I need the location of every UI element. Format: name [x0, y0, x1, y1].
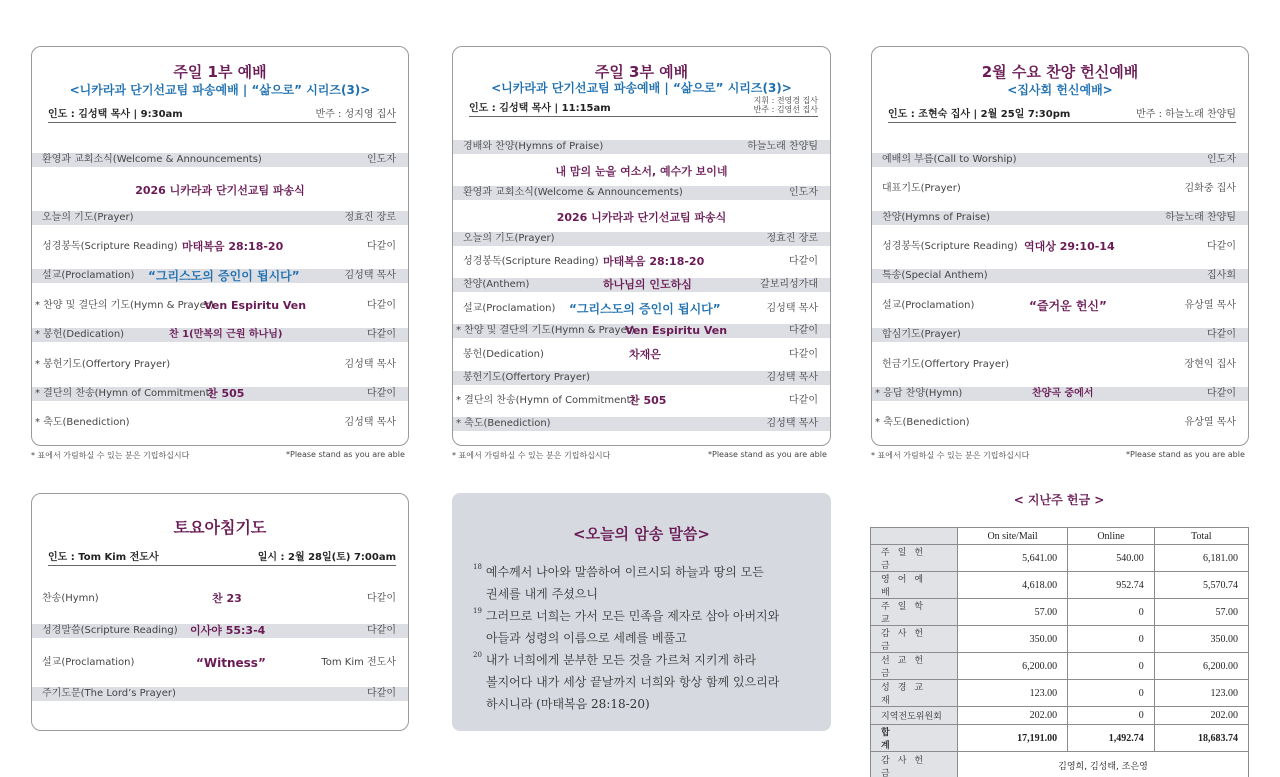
offering-table — [870, 527, 1249, 777]
row-name: 봉헌기도(Offertory Prayer) — [463, 372, 590, 383]
row-name: 환영과 교회소식(Welcome & Announcements) — [42, 154, 262, 165]
row-name: 주기도문(The Lord’s Prayer) — [42, 688, 176, 699]
row-person: 다같이 — [1207, 241, 1236, 252]
order-row — [32, 624, 408, 638]
memory-verse-title: <오늘의 암송 말씀> — [572, 525, 710, 543]
order-row — [32, 211, 408, 225]
verse-text: 내가 너희에게 분부한 모든 것을 가르쳐 지키게 하라 — [485, 653, 757, 667]
row-person: 다같이 — [367, 300, 396, 311]
verse-number: 20 — [473, 651, 482, 659]
cell-online: 540.00 — [1068, 545, 1155, 572]
row-name: 특송(Special Anthem) — [882, 270, 988, 281]
row-detail: 역대상 29:10-14 — [1024, 240, 1115, 253]
row-name: * 결단의 찬송(Hymn of Commitment) — [456, 395, 635, 406]
row-detail: 차재은 — [629, 348, 661, 361]
row-name: 설교(Proclamation) — [463, 303, 556, 314]
row-person: 다같이 — [1207, 388, 1236, 399]
card-title: 주일 1부 예배 — [173, 63, 267, 81]
row-name: * 결단의 찬송(Hymn of Commitment) — [35, 388, 214, 399]
order-row — [872, 387, 1248, 401]
row-name: 설교(Proclamation) — [42, 657, 135, 668]
row-name: 봉헌(Dedication) — [463, 349, 544, 360]
order-row — [32, 387, 408, 401]
order-row — [872, 269, 1248, 283]
row-person: 다같이 — [367, 388, 396, 399]
row-person: 다같이 — [367, 625, 396, 636]
verse-text: 권세를 내게 주셨으니 — [486, 587, 598, 601]
total-onsite: 17,191.00 — [958, 725, 1068, 752]
thanks-names-row — [871, 752, 1249, 777]
card-wednesday-service — [871, 46, 1249, 446]
order-row — [872, 153, 1248, 167]
row-detail: 마태복음 28:18-20 — [182, 240, 284, 253]
accompanist-info: 반주 : 김영선 집사 — [753, 105, 818, 114]
row-name: 성경말씀(Scripture Reading) — [42, 625, 178, 636]
row-person: 다같이 — [367, 688, 396, 699]
order-row — [32, 656, 408, 670]
row-person: Tom Kim 전도사 — [321, 657, 396, 668]
table-row — [871, 626, 1249, 653]
row-detail: 하나님의 인도하심 — [603, 278, 692, 291]
row-person: 김성택 목사 — [766, 418, 818, 429]
order-row — [872, 211, 1248, 225]
row-detail: Ven Espiritu Ven — [204, 299, 307, 312]
row-name: 대표기도(Prayer) — [882, 183, 961, 194]
cell-online: 952.74 — [1068, 572, 1155, 599]
row-name: 성경봉독(Scripture Reading) — [463, 256, 599, 267]
cell-onsite: 202.00 — [958, 707, 1068, 725]
row-name: 헌금기도(Offertory Prayer) — [882, 359, 1009, 370]
order-row — [32, 240, 408, 254]
card-sunday-service-1 — [31, 46, 409, 446]
row-name: 성경봉독(Scripture Reading) — [882, 241, 1018, 252]
center-line: 2026 니카라과 단기선교팀 파송식 — [135, 184, 305, 197]
row-person: 인도자 — [367, 154, 396, 165]
order-row — [872, 182, 1248, 196]
row-person: 정효진 장로 — [344, 212, 396, 223]
cell-onsite: 57.00 — [958, 599, 1068, 626]
table-row — [871, 599, 1249, 626]
row-person: 인도자 — [789, 187, 818, 198]
row-person: 다같이 — [789, 395, 818, 406]
row-person: 김성택 목사 — [344, 417, 396, 428]
order-row — [453, 186, 830, 200]
order-row — [453, 394, 830, 408]
table-row — [871, 545, 1249, 572]
order-row — [872, 299, 1248, 313]
row-name: 예배의 부름(Call to Worship) — [882, 154, 1017, 165]
verse-text: 예수께서 나아와 말씀하여 이르시되 하늘과 땅의 모든 — [485, 565, 764, 579]
memory-verse-panel — [452, 493, 831, 731]
order-row — [32, 358, 408, 372]
row-person: 갈보리성가대 — [760, 279, 818, 290]
row-detail: 찬 505 — [207, 387, 245, 400]
row-person: 다같이 — [367, 329, 396, 340]
row-label: 지역전도위원회 — [871, 707, 958, 725]
cell-onsite: 5,641.00 — [958, 545, 1068, 572]
leader-info: 인도 : 조현숙 집사 | 2월 25일 7:30pm — [888, 109, 1071, 120]
total-row — [871, 725, 1249, 752]
row-detail: 이사야 55:3-4 — [190, 624, 266, 637]
date-info: 일시 : 2월 28일(토) 7:00am — [257, 552, 396, 563]
header-online: Online — [1068, 528, 1155, 545]
row-label: 감사헌금 — [871, 626, 958, 653]
order-row — [453, 417, 830, 431]
order-row — [453, 278, 830, 292]
verse-line — [486, 673, 779, 690]
total-total: 18,683.74 — [1154, 725, 1248, 752]
cell-total: 6,200.00 — [1154, 653, 1248, 680]
row-person: 다같이 — [789, 256, 818, 267]
row-person: 다같이 — [367, 241, 396, 252]
verse-text: 그러므로 너희는 가서 모든 민족을 제자로 삼아 아버지와 — [485, 609, 780, 623]
row-detail: “그리스도의 증인이 됩시다” — [148, 269, 300, 283]
leader-info: 인도 : Tom Kim 전도사 — [48, 552, 159, 563]
row-name: 설교(Proclamation) — [882, 300, 975, 311]
cell-total: 123.00 — [1154, 680, 1248, 707]
order-row — [32, 592, 408, 606]
total-label: 합계 — [871, 725, 958, 752]
row-person: 김화중 집사 — [1184, 183, 1236, 194]
table-row — [871, 653, 1249, 680]
row-name: 경배와 찬양(Hymns of Praise) — [463, 141, 604, 152]
thanks-label: 감사헌금 — [871, 752, 958, 777]
total-online: 1,492.74 — [1068, 725, 1155, 752]
order-row — [872, 328, 1248, 342]
row-name: 찬양(Anthem) — [463, 279, 530, 290]
order-row — [453, 371, 830, 385]
card-saturday-prayer — [31, 493, 409, 731]
row-name: 찬송(Hymn) — [42, 593, 99, 604]
order-row — [32, 299, 408, 313]
leader-info: 인도 : 김성택 목사 | 9:30am — [48, 109, 183, 120]
row-detail: 찬 1(만복의 근원 하나님) — [169, 329, 283, 340]
row-label: 주일학교 — [871, 599, 958, 626]
table-row — [871, 680, 1249, 707]
order-row — [872, 416, 1248, 430]
stand-note-korean: * 표에서 가림하실 수 있는 분은 기립하십시다 — [31, 451, 190, 460]
row-name: 합심기도(Prayer) — [882, 329, 961, 340]
cell-total: 5,570.74 — [1154, 572, 1248, 599]
accompanist-info: 반주 : 하늘노래 찬양팀 — [1136, 109, 1236, 120]
row-person: 다같이 — [789, 349, 818, 360]
row-name: * 축도(Benediction) — [35, 417, 130, 428]
verse-line — [473, 607, 779, 624]
row-person: 하늘노래 찬양팀 — [747, 141, 818, 152]
stand-note-english: *Please stand as you are able — [1126, 450, 1245, 459]
row-person: 김성택 목사 — [766, 372, 818, 383]
service-info — [469, 97, 818, 117]
cell-total: 6,181.00 — [1154, 545, 1248, 572]
cell-onsite: 123.00 — [958, 680, 1068, 707]
row-person: 하늘노래 찬양팀 — [1165, 212, 1236, 223]
row-name: * 찬양 및 결단의 기도(Hymn & Prayer) — [35, 300, 214, 311]
card-title: 토요아침기도 — [173, 518, 267, 537]
row-person: 유상열 목사 — [1184, 417, 1236, 428]
row-person: 집사회 — [1207, 270, 1236, 281]
service-info — [48, 550, 396, 566]
row-person: 김성택 목사 — [344, 270, 396, 281]
verse-number: 19 — [473, 607, 482, 615]
card-subtitle: <집사회 헌신예배> — [1007, 83, 1113, 97]
order-row — [32, 328, 408, 342]
order-row — [32, 153, 408, 167]
service-info — [48, 107, 396, 123]
conductor-info: 지휘 : 전영경 집사 — [753, 96, 818, 105]
verse-line — [473, 563, 764, 580]
row-person: 인도자 — [1207, 154, 1236, 165]
row-person: 유상열 목사 — [1184, 300, 1236, 311]
order-row — [453, 255, 830, 269]
order-row — [453, 232, 830, 246]
cell-online: 0 — [1068, 653, 1155, 680]
row-name: 성경봉독(Scripture Reading) — [42, 241, 178, 252]
row-person: 장현익 집사 — [1184, 359, 1236, 370]
row-detail: 마태복음 28:18-20 — [603, 255, 705, 268]
header-total: Total — [1154, 528, 1248, 545]
row-person: 다같이 — [367, 593, 396, 604]
verse-line — [486, 695, 650, 712]
row-name: 설교(Proclamation) — [42, 270, 135, 281]
row-detail: 찬 23 — [212, 592, 242, 605]
row-name: * 축도(Benediction) — [875, 417, 970, 428]
card-sunday-service-3 — [452, 46, 831, 446]
order-row — [453, 324, 830, 338]
cell-online: 0 — [1068, 599, 1155, 626]
cell-online: 0 — [1068, 707, 1155, 725]
row-person: 김성택 목사 — [344, 359, 396, 370]
row-detail: “그리스도의 증인이 됩시다” — [569, 302, 721, 316]
row-name: * 봉헌기도(Offertory Prayer) — [35, 359, 171, 370]
verse-text: 하시니라 (마태복음 28:18-20) — [486, 697, 650, 711]
order-row — [32, 687, 408, 701]
row-person: 김성택 목사 — [766, 303, 818, 314]
row-label: 성경교재 — [871, 680, 958, 707]
cell-total: 57.00 — [1154, 599, 1248, 626]
row-name: * 찬양 및 결단의 기도(Hymn & Prayer) — [456, 325, 635, 336]
header-onsite: On site/Mail — [958, 528, 1068, 545]
order-row — [872, 240, 1248, 254]
row-name: 찬양(Hymns of Praise) — [882, 212, 991, 223]
cell-total: 202.00 — [1154, 707, 1248, 725]
header-empty — [871, 528, 958, 545]
stand-note-korean: * 표에서 가림하실 수 있는 분은 기립하십시다 — [452, 451, 611, 460]
music-info — [754, 96, 818, 114]
row-detail: “Witness” — [196, 656, 266, 670]
row-detail: “즐거운 헌신” — [1029, 299, 1107, 313]
order-row — [32, 269, 408, 283]
stand-note-english: *Please stand as you are able — [286, 450, 405, 459]
cell-onsite: 6,200.00 — [958, 653, 1068, 680]
card-subtitle: <니카라과 단기선교팀 파송예배 | “삶으로” 시리즈(3)> — [69, 83, 371, 97]
row-label: 영어예배 — [871, 572, 958, 599]
row-name: 환영과 교회소식(Welcome & Announcements) — [463, 187, 683, 198]
verse-line — [486, 585, 598, 602]
order-row — [32, 416, 408, 430]
row-detail: Ven Espiritu Ven — [625, 324, 728, 337]
order-row — [453, 348, 830, 362]
stand-note-english: *Please stand as you are able — [708, 450, 827, 459]
cell-online: 0 — [1068, 626, 1155, 653]
leader-info: 인도 : 김성택 목사 | 11:15am — [469, 103, 611, 114]
cell-total: 350.00 — [1154, 626, 1248, 653]
order-row — [453, 140, 830, 154]
card-title: 주일 3부 예배 — [594, 63, 689, 81]
row-person: 정효진 장로 — [766, 233, 818, 244]
verse-number: 18 — [473, 563, 482, 571]
accompanist-info: 반주 : 성지영 집사 — [315, 109, 396, 120]
verse-text: 아들과 성령의 이름으로 세례를 베풀고 — [486, 631, 687, 645]
stand-note-korean: * 표에서 가림하실 수 있는 분은 기립하십시다 — [871, 451, 1030, 460]
row-label: 주일헌금 — [871, 545, 958, 572]
verse-text: 볼지어다 내가 세상 끝날까지 너희와 항상 함께 있으리라 — [486, 675, 780, 689]
center-line: 2026 니카라과 단기선교팀 파송식 — [556, 211, 727, 224]
row-name: 오늘의 기도(Prayer) — [42, 212, 134, 223]
table-header-row — [871, 528, 1249, 545]
order-row — [453, 302, 830, 316]
service-info — [888, 107, 1236, 123]
row-name: * 응답 찬양(Hymn) — [875, 388, 963, 399]
verse-line — [486, 629, 687, 646]
cell-onsite: 4,618.00 — [958, 572, 1068, 599]
verse-line — [473, 651, 756, 668]
row-label: 선교헌금 — [871, 653, 958, 680]
order-row — [872, 358, 1248, 372]
table-row — [871, 707, 1249, 725]
cell-online: 0 — [1068, 680, 1155, 707]
row-person: 다같이 — [1207, 329, 1236, 340]
row-person: 다같이 — [789, 325, 818, 336]
row-name: * 봉헌(Dedication) — [35, 329, 125, 340]
card-title: 2월 수요 찬양 헌신예배 — [981, 63, 1139, 81]
thanks-names: 김영희, 김성태, 조은영 — [958, 752, 1249, 777]
row-detail: 찬양곡 중에서 — [1032, 388, 1094, 399]
row-name: * 축도(Benediction) — [456, 418, 551, 429]
table-row — [871, 572, 1249, 599]
center-line: 내 맘의 눈을 여소서, 예수가 보이네 — [555, 165, 728, 178]
row-name: 오늘의 기도(Prayer) — [463, 233, 555, 244]
offering-title: < 지난주 헌금 > — [1013, 493, 1105, 507]
cell-onsite: 350.00 — [958, 626, 1068, 653]
card-subtitle: <니카라과 단기선교팀 파송예배 | “삶으로” 시리즈(3)> — [491, 81, 792, 95]
row-detail: 찬 505 — [629, 394, 667, 407]
